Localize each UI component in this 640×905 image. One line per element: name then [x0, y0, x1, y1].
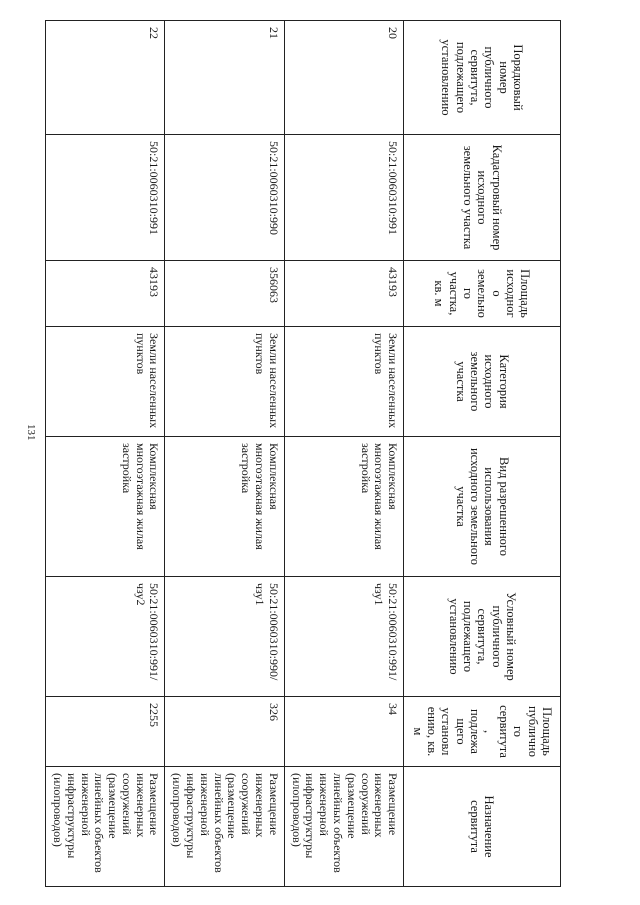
cell-source-area: 356063 [165, 261, 284, 327]
header-permitted-use: Вид разрешенного использования исходного земельного участка [404, 437, 561, 577]
cell-cadastral: 50:21:0060310:991 [46, 135, 165, 261]
cell-permitted-use: Комплексная многоэтажная жилая застройка [165, 437, 284, 577]
cell-permitted-use: Комплексная многоэтажная жилая застройка [46, 437, 165, 577]
table-header-row [404, 21, 561, 887]
table-row [284, 21, 403, 887]
cell-servitude-area: 34 [284, 697, 403, 767]
servitude-table-container [50, 20, 561, 886]
cell-category: Земли населенных пунктов [46, 327, 165, 437]
cell-cadastral: 50:21:0060310:990 [165, 135, 284, 261]
header-cadastral-number: Кадастровый номер исходного земельного участка [404, 135, 561, 261]
cell-purpose: Размещение инженерных сооружений (размещение линейных объектов инженерной инфраструктуры (илопроводов) [165, 767, 284, 887]
cell-cadastral: 50:21:0060310:991 [284, 135, 403, 261]
header-servitude-area: Площадь публичного сервитута, подлежащего установлению, кв. м [404, 697, 561, 767]
header-order-number: Порядковый номер публичного сервитута, подлежащего установлению [404, 21, 561, 135]
table-row [165, 21, 284, 887]
cell-order: 20 [284, 21, 403, 135]
cell-purpose: Размещение инженерных сооружений (размещение линейных объектов инженерной инфраструктуры (илопроводов) [284, 767, 403, 887]
rotated-table-wrapper [50, 20, 561, 886]
cell-servitude-area: 326 [165, 697, 284, 767]
page-number: 131 [25, 424, 37, 441]
cell-servitude-id: 50:21:0060310:990/чзу1 [165, 577, 284, 697]
cell-source-area: 43193 [46, 261, 165, 327]
cell-source-area: 43193 [284, 261, 403, 327]
table-row [46, 21, 165, 887]
cell-permitted-use: Комплексная многоэтажная жилая застройка [284, 437, 403, 577]
cell-servitude-area: 2255 [46, 697, 165, 767]
cell-purpose: Размещение инженерных сооружений (размещение линейных объектов инженерной инфраструктуры (илопроводов) [46, 767, 165, 887]
cell-servitude-id: 50:21:0060310:991/чзу1 [284, 577, 403, 697]
header-source-area: Площадь исходного земельного участка, кв. м [404, 261, 561, 327]
cell-servitude-id: 50:21:0060310:991/чзу2 [46, 577, 165, 697]
header-purpose: Назначение сервитута [404, 767, 561, 887]
cell-order: 22 [46, 21, 165, 135]
servitude-table [45, 20, 561, 887]
header-category: Категория исходного земельного участка [404, 327, 561, 437]
cell-category: Земли населенных пунктов [165, 327, 284, 437]
header-servitude-id: Условный номер публичного сервитута, подлежащего установлению [404, 577, 561, 697]
cell-order: 21 [165, 21, 284, 135]
cell-category: Земли населенных пунктов [284, 327, 403, 437]
